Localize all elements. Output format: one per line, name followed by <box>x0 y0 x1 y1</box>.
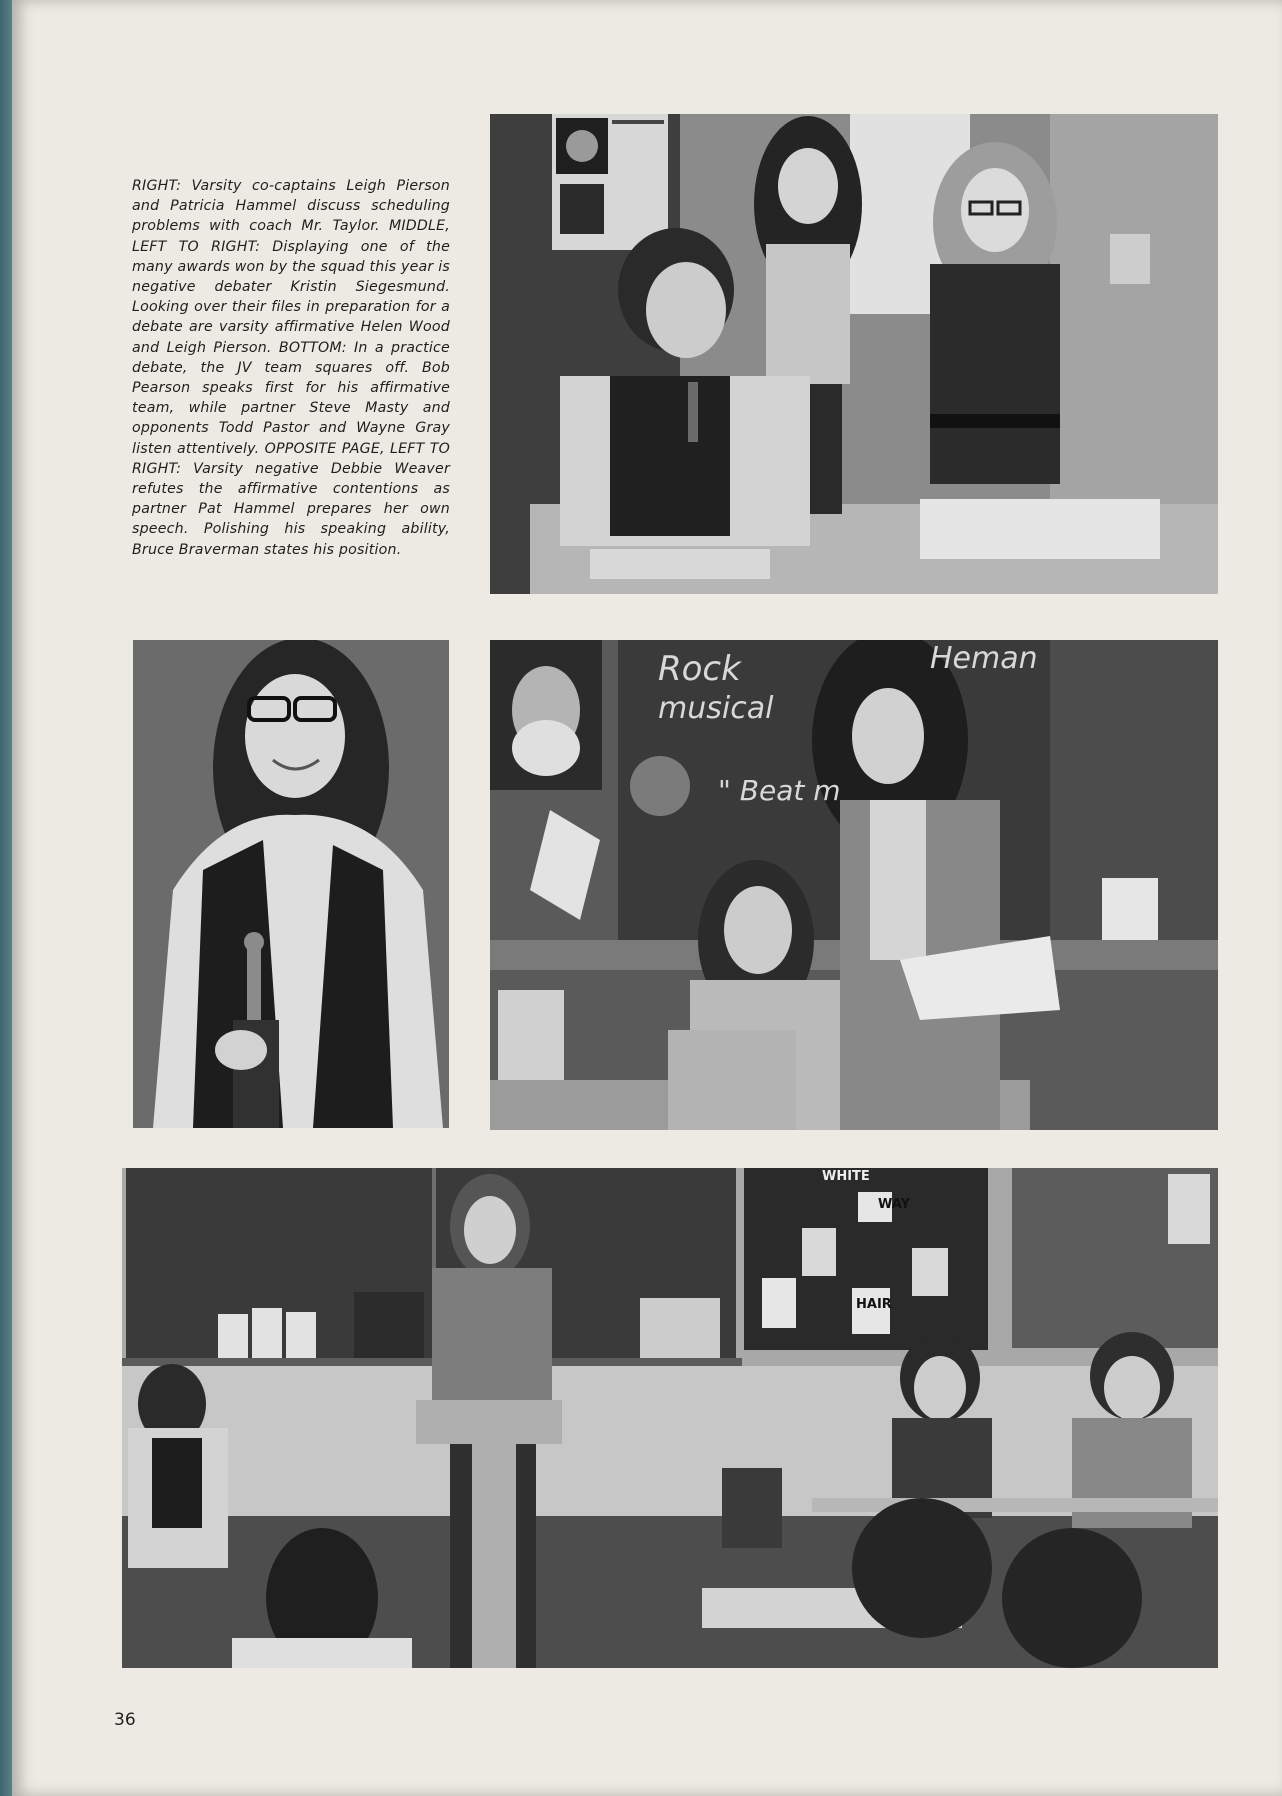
poster-text-white: WHITE <box>822 1169 870 1184</box>
page-number: 36 <box>114 1710 136 1730</box>
chalk-text-heman: Heman <box>930 641 1038 676</box>
photo-practice-debate <box>122 1168 1218 1668</box>
poster-text-way: WAY <box>878 1197 910 1212</box>
photo-looking-over-files <box>490 640 1218 1130</box>
poster-text-hair: HAIR <box>856 1297 892 1312</box>
photo-award-trophy <box>133 640 449 1128</box>
binding-edge <box>0 0 12 1796</box>
photo-coach-and-captains <box>490 114 1218 594</box>
chalk-text-beat: " Beat m <box>718 774 841 807</box>
chalk-text-rock: Rock <box>658 649 741 689</box>
photo-caption: RIGHT: Varsity co-captains Leigh Pierson and Patricia Hammel discuss scheduling problems with coach Mr. Taylor. MIDDLE, LEFT TO RIGHT: Displaying one of the many awards won by the squad this year is negative debater Kristin Siegesmund. Looking over their files in preparation for a debate are varsity affirmative Helen Wood and Leigh Pierson. BOTTOM: In a practice debate, the JV team squares off. Bob Pearson speaks first for his affirmative team, while partner Steve Masty and opponents Todd Pastor and Wayne Gray listen attentively. OPPOSITE PAGE, LEFT TO RIGHT: Varsity negative Debbie Weaver refutes the affirmative contentions as partner Pat Hammel prepares her own speech. Polishing his speaking ability, Bruce Braverman states his position. <box>132 178 450 558</box>
chalk-text-musical: musical <box>658 691 774 726</box>
